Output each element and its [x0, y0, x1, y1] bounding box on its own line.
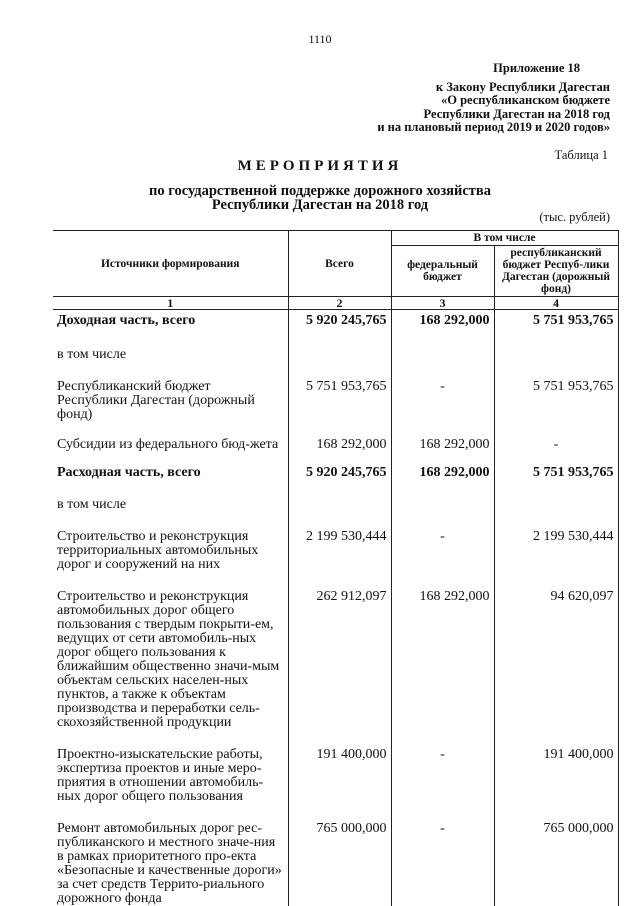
document-title: МЕРОПРИЯТИЯ [0, 158, 640, 175]
appendix-line: и на плановый период 2019 и 2020 годов» [377, 121, 610, 135]
row-federal: 168 292,000 [391, 434, 494, 464]
appendix-line: «О республиканском бюджете [377, 94, 610, 108]
row-republic: 5 751 953,765 [494, 310, 618, 343]
row-source: Проектно-изыскательские работы, экспертиза проектов и иные меро-приятия в отношении автомобиль-ных дорог общего пользования [53, 742, 288, 816]
header-total: Всего [288, 231, 391, 297]
row-source: Ремонт автомобильных дорог рес-публиканского и местного значе-ния в рамках приоритетного про-екта «Безопасные и качественные дороги» за счет средств Террито-риального дорожного фонда [53, 816, 288, 906]
header-federal: федеральный бюджет [391, 246, 494, 297]
row-total: 262 912,097 [288, 584, 391, 742]
row-source: Строительство и реконструкция территориальных автомобильных дорог и сооружений на них [53, 524, 288, 584]
row-total: 168 292,000 [288, 434, 391, 464]
table-label: Таблица 1 [555, 148, 608, 163]
table-row [53, 342, 618, 374]
row-federal: 168 292,000 [391, 464, 494, 492]
row-republic: - [494, 434, 618, 464]
appendix-line: Республики Дагестан на 2018 год [377, 108, 610, 122]
appendix-block [377, 62, 610, 135]
row-federal: - [391, 816, 494, 906]
row-republic: 191 400,000 [494, 742, 618, 816]
row-source: в том числе [53, 342, 288, 374]
row-republic: 2 199 530,444 [494, 524, 618, 584]
row-republic [494, 492, 618, 524]
row-source: Субсидии из федерального бюд-жета [53, 434, 288, 464]
row-federal [391, 492, 494, 524]
row-total [288, 492, 391, 524]
header-including: В том числе [391, 231, 618, 246]
row-republic: 5 751 953,765 [494, 464, 618, 492]
row-republic: 94 620,097 [494, 584, 618, 742]
row-federal: - [391, 374, 494, 434]
row-republic: 5 751 953,765 [494, 374, 618, 434]
subtitle-line: Республики Дагестан на 2018 год [0, 198, 640, 212]
table-row [53, 742, 618, 816]
header-num: 1 [53, 297, 288, 310]
units-label: (тыс. рублей) [539, 210, 610, 225]
page-number: 1110 [0, 32, 640, 47]
row-republic: 765 000,000 [494, 816, 618, 906]
appendix-line: к Закону Республики Дагестан [377, 81, 610, 95]
row-federal: - [391, 742, 494, 816]
header-num: 2 [288, 297, 391, 310]
table-row [53, 816, 618, 906]
row-republic [494, 342, 618, 374]
row-federal: - [391, 524, 494, 584]
row-source: Строительство и реконструкция автомобильных дорог общего пользования с твердым покрыти-ем, ведущих от сети автомобиль-ных дорог общего пользования к ближайшим общественно значи-мым объектам сельских населен-ных пунктов, а также к объектам производства и переработки сель-скохозяйственной продукции [53, 584, 288, 742]
row-federal [391, 342, 494, 374]
row-total: 191 400,000 [288, 742, 391, 816]
row-total: 2 199 530,444 [288, 524, 391, 584]
row-federal: 168 292,000 [391, 310, 494, 343]
table-row [53, 374, 618, 434]
header-num: 4 [494, 297, 618, 310]
table-row [53, 584, 618, 742]
funding-table [53, 230, 619, 906]
header-num: 3 [391, 297, 494, 310]
row-total [288, 342, 391, 374]
subtitle-line: по государственной поддержке дорожного хозяйства [0, 184, 640, 198]
header-source: Источники формирования [53, 231, 288, 297]
header-republic: республиканский бюджет Респуб-лики Дагестан (дорожный фонд) [494, 246, 618, 297]
row-total: 765 000,000 [288, 816, 391, 906]
table-row [53, 464, 618, 492]
table-row [53, 310, 618, 343]
table-row [53, 434, 618, 464]
row-total: 5 920 245,765 [288, 464, 391, 492]
row-source: Доходная часть, всего [53, 310, 288, 343]
row-total: 5 751 953,765 [288, 374, 391, 434]
row-federal: 168 292,000 [391, 584, 494, 742]
appendix-title: Приложение 18 [377, 62, 610, 76]
row-source: Расходная часть, всего [53, 464, 288, 492]
row-source: в том числе [53, 492, 288, 524]
document-subtitle [0, 184, 640, 212]
table-row [53, 492, 618, 524]
table-body [53, 310, 618, 906]
table-header [53, 231, 618, 310]
table-row [53, 524, 618, 584]
row-total: 5 920 245,765 [288, 310, 391, 343]
row-source: Республиканский бюджет Республики Дагестан (дорожный фонд) [53, 374, 288, 434]
